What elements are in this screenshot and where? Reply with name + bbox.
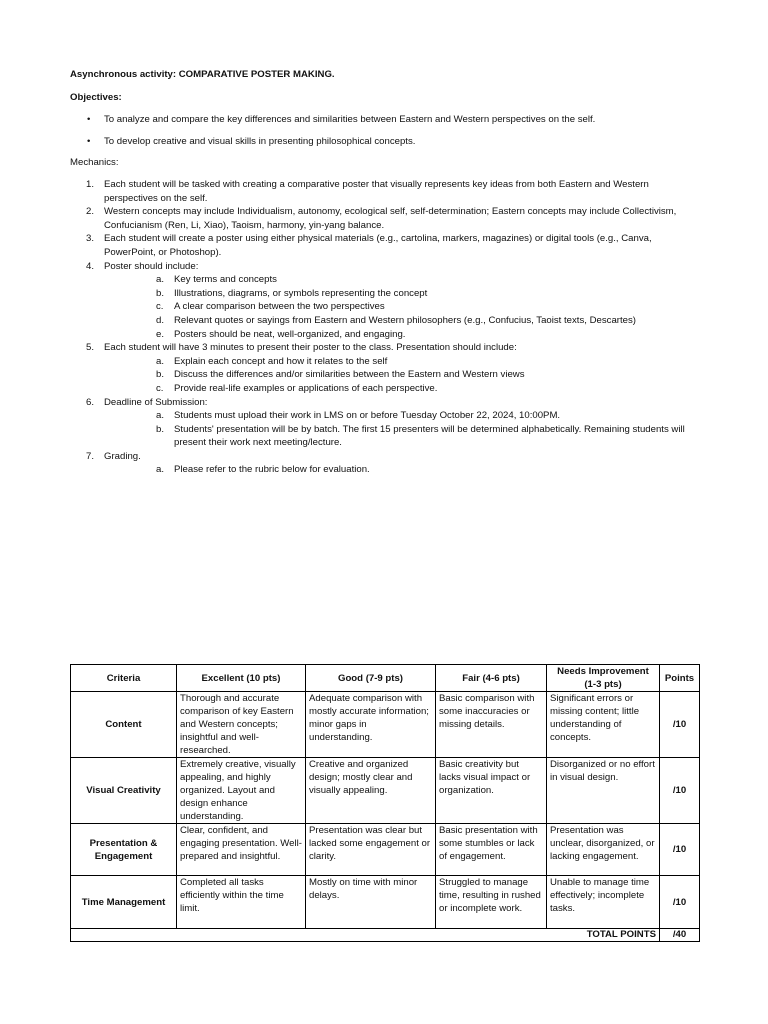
sub-list [104,409,698,450]
item-text: Poster should include: [104,260,199,272]
sub-letter: c. [156,382,164,394]
sub-item [104,287,698,301]
sub-letter: e. [156,328,165,340]
mechanics-item [70,232,698,259]
sub-letter: a. [156,464,165,476]
item-number: 4. [86,260,95,272]
sub-text: Students must upload their work in LMS on or before Tuesday October 22, 2024, 10:00PM. [174,410,561,422]
objectives-label: Objectives: [70,92,122,103]
sub-item [104,423,698,450]
needs-improvement-cell: Unable to manage time effectively; incomplete tasks. [547,876,660,929]
sub-text: Please refer to the rubric below for evaluation. [174,464,370,476]
sub-item [104,368,698,382]
objective-item: • To develop creative and visual skills in presenting philosophical concepts. [70,135,710,149]
header-good: Good (7-9 pts) [306,665,436,692]
sub-letter: a. [156,355,165,367]
sub-item [104,382,698,396]
sub-item [104,328,698,342]
sub-letter: b. [156,423,165,435]
fair-cell: Basic presentation with some stumbles or lack of engagement. [436,824,547,876]
sub-item [104,314,698,328]
item-number: 5. [86,342,95,354]
fair-cell: Basic comparison with some inaccuracies or missing details. [436,692,547,758]
total-points-label: TOTAL POINTS [71,929,660,942]
item-number: 1. [86,179,95,190]
sub-item [104,300,698,314]
points-cell: /10 [660,824,700,876]
criteria-cell: Time Management [71,876,177,929]
item-text: Western concepts may include Individualism, autonomy, ecological self, self-determination; Eastern concepts may include Collectivism, Confucianism (Ren, Li, Xiao), Taoism, harmony, yin-yang balance. [104,206,677,231]
good-cell: Mostly on time with minor delays. [306,876,436,929]
sub-list [104,273,698,341]
table-row [71,876,700,929]
mechanics-item [70,450,698,477]
mechanics-label: Mechanics: [70,157,119,168]
header-fair: Fair (4-6 pts) [436,665,547,692]
sub-text: Discuss the differences and/or similarities between the Eastern and Western views [174,369,525,381]
item-number: 2. [86,206,95,218]
table-row [71,692,700,758]
mechanics-item [70,205,698,232]
objectives-list [70,113,710,157]
criteria-cell: Content [71,692,177,758]
criteria-cell: Presentation & Engagement [71,824,177,876]
sub-text: Illustrations, diagrams, or symbols representing the concept [174,287,428,299]
needs-improvement-cell: Disorganized or no effort in visual design. [547,758,660,824]
good-cell: Presentation was clear but lacked some engagement or clarity. [306,824,436,876]
total-row [71,929,700,942]
good-cell: Creative and organized design; mostly clear and visually appealing. [306,758,436,824]
points-cell: /10 [660,692,700,758]
excellent-cell: Completed all tasks efficiently within the time limit. [177,876,306,929]
sub-text: Provide real-life examples or applications of each perspective. [174,382,438,394]
item-text: Grading. [104,450,141,462]
sub-letter: b. [156,287,165,299]
rubric-header-row [71,665,700,692]
sub-list [104,463,698,477]
fair-cell: Basic creativity but lacks visual impact or organization. [436,758,547,824]
sub-item [104,355,698,369]
mechanics-item [70,178,698,205]
activity-heading: Asynchronous activity: COMPARATIVE POSTER MAKING. [70,69,335,80]
sub-letter: d. [156,314,165,326]
excellent-cell: Clear, confident, and engaging presentation. Well-prepared and insightful. [177,824,306,876]
sub-item [104,273,698,287]
sub-letter: b. [156,369,165,381]
sub-letter: a. [156,410,165,422]
item-text: Each student will be tasked with creating a comparative poster that visually represents key ideas from both Eastern and Western perspectives on the self. [104,179,649,204]
item-text: Deadline of Submission: [104,396,208,408]
sub-text: Explain each concept and how it relates to the self [174,355,388,367]
excellent-cell: Thorough and accurate comparison of key Eastern and Western concepts; insightful and well-researched. [177,692,306,758]
sub-letter: c. [156,301,164,313]
mechanics-item [70,396,698,450]
sub-text: Relevant quotes or sayings from Eastern and Western philosophers (e.g., Confucius, Taoist texts, Descartes) [174,314,636,326]
sub-text: Students' presentation will be by batch. The first 15 presenters will be determined alphabetically. Remaining students will present their work next meeting/lecture. [174,423,685,449]
item-number: 3. [86,233,95,245]
criteria-cell: Visual Creativity [71,758,177,824]
good-cell: Adequate comparison with mostly accurate information; minor gaps in understanding. [306,692,436,758]
total-points-value: /40 [660,929,700,942]
table-row [71,824,700,876]
item-number: 7. [86,450,95,462]
mechanics-item [70,260,698,342]
table-row [71,758,700,824]
item-text: Each student will create a poster using either physical materials (e.g., cartolina, markers, magazines) or digital tools (e.g., Canva, PowerPoint, or Photoshop). [104,233,652,258]
points-cell: /10 [660,876,700,929]
sub-text: A clear comparison between the two perspectives [174,301,385,313]
needs-improvement-cell: Presentation was unclear, disorganized, or lacking engagement. [547,824,660,876]
sub-text: Key terms and concepts [174,274,277,286]
excellent-cell: Extremely creative, visually appealing, and highly organized. Layout and design enhance understanding. [177,758,306,824]
sub-item [104,409,698,423]
sub-item [104,463,698,477]
header-needs-improvement: Needs Improvement (1-3 pts) [547,665,660,692]
fair-cell: Struggled to manage time, resulting in rushed or incomplete work. [436,876,547,929]
mechanics-item [70,341,698,395]
header-points: Points [660,665,700,692]
objective-item: • To analyze and compare the key differences and similarities between Eastern and Western perspectives on the self. [70,113,710,127]
mechanics-list [70,178,698,477]
header-criteria: Criteria [71,665,177,692]
item-number: 6. [86,396,95,408]
item-text: Each student will have 3 minutes to present their poster to the class. Presentation should include: [104,342,517,354]
sub-text: Posters should be neat, well-organized, and engaging. [174,328,406,340]
rubric-table [70,664,700,942]
header-excellent: Excellent (10 pts) [177,665,306,692]
needs-improvement-cell: Significant errors or missing content; little understanding of concepts. [547,692,660,758]
sub-list [104,355,698,396]
points-cell: /10 [660,758,700,824]
sub-letter: a. [156,274,165,286]
